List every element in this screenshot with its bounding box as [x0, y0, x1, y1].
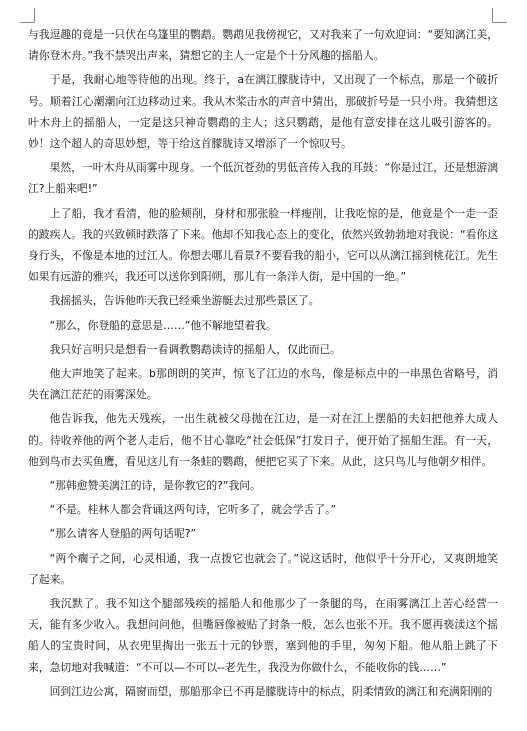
paragraph: “那韩愈赞美漓江的诗，是你教它的?”我问。	[49, 479, 261, 493]
paragraph: 回到江边公寓，隔窗而望，那船那伞已不再是朦胧诗中的标点，阴柔情致的漓江和充满阳刚的	[49, 684, 493, 698]
paragraph: 我只好言明只是想看一看调教鹦鹉读诗的摇船人，仅此而已。	[49, 342, 342, 356]
paragraph: 他大声地笑了起来。b那朗朗的笑声，惊飞了江边的水鸟，像是标点中的一串黑色省略号，消失在漓江茫茫的雨雾深处。	[28, 367, 498, 402]
paragraph: “那么请客人登船的两句话呢?”	[49, 527, 197, 541]
paragraph: 于是，我耐心地等待他的出现。终于，a在漓江朦胧诗中，又出现了一个标点，那是一个破折号。顺着江心潮潮向江边移动过来。我从木桨击水的声音中猜出，那破折号是一只小舟。我猜想这叶木舟上的摇船人，一定是这只神奇鹦鹉的主人；这只鹦鹉，是他有意安排在这儿吸引游客的。妙！这个超人的奇思妙想，等于给这首朦胧诗又增添了一个惊叹号。	[28, 73, 498, 151]
paragraph: “那么，你登船的意思是……”他不解地望着我。	[49, 318, 277, 332]
document-body	[28, 24, 498, 705]
page-corner-mark-top-left	[20, 8, 35, 23]
paragraph: 果然，一叶木舟从雨雾中现身。一个低沉苍劲的男低音传入我的耳鼓：“你是过江，还是想游漓江?上船来吧!”	[28, 161, 498, 196]
paragraph: “两个瘸子之间，心灵相通，我一点拨它也就会了。”说这话时，他似乎十分开心，又爽朗地笑了起来。	[28, 551, 498, 586]
paragraph: 与我逗趣的竟是一只伏在乌篷里的鹦鹉。鹦鹉见我傍视它，又对我来了一句欢迎词：“要知漓江美，请你登木舟。”我不禁哭出声来，猜想它的主人一定是个十分风趣的摇船人。	[28, 28, 498, 63]
paragraph: “不是。桂林人都会背诵这两句诗，它听多了，就会学舌了。”	[49, 503, 337, 517]
page-corner-mark-top-right	[492, 8, 507, 23]
paragraph: 我摇摇头，告诉他昨天我已经乘坐游艇去过那些景区了。	[49, 294, 320, 308]
paragraph: 他告诉我，他先天残疾，一出生就被父母抛在江边，是一对在江上摆船的夫妇把他养大成人的。待收养他的两个老人走后，他不甘心靠吃“社会低保”打发日子，便开始了摇船生涯。有一天，他到鸟市去买鱼鹰，看见这儿有一条蛙的鹦鹉，便把它买了下来。从此，这只鸟儿与他朝夕相伴。	[28, 412, 498, 468]
paragraph: 我沉默了。我不知这个腿部残疾的摇船人和他那少了一条腿的鸟，在雨雾漓江上苦心经营一天，能有多少收入。我想问问他，但嘴唇像被贴了封条一般，怎么也张不开。我不愿再亵渎这个摇船人的宝贵时间，从衣兜里掏出一张五十元的钞票，塞到他的手里，匆匆下船。他从船上跳了下来，急切地对我喊道：“不可以—不可以--老先生，我没为你做什么，不能收你的钱……”	[28, 597, 498, 674]
paragraph: 上了船，我才看清，他的脸颊削，身材和那张脸一样瘦削，让我吃惊的是，他竟是个一走一歪的跛疾人。我的兴致顿时跌落了下来。他却不知我心态上的变化，依然兴致勃勃地对我说：“看你这身行头，不像是本地的过江人。你想去哪儿看景?不要看我的船小，它可以从漓江摇到桃花江。先生如果有远游的雅兴，我还可以送你到阳朔，那儿有一条洋人街，是中国的一绝。”	[28, 206, 498, 284]
